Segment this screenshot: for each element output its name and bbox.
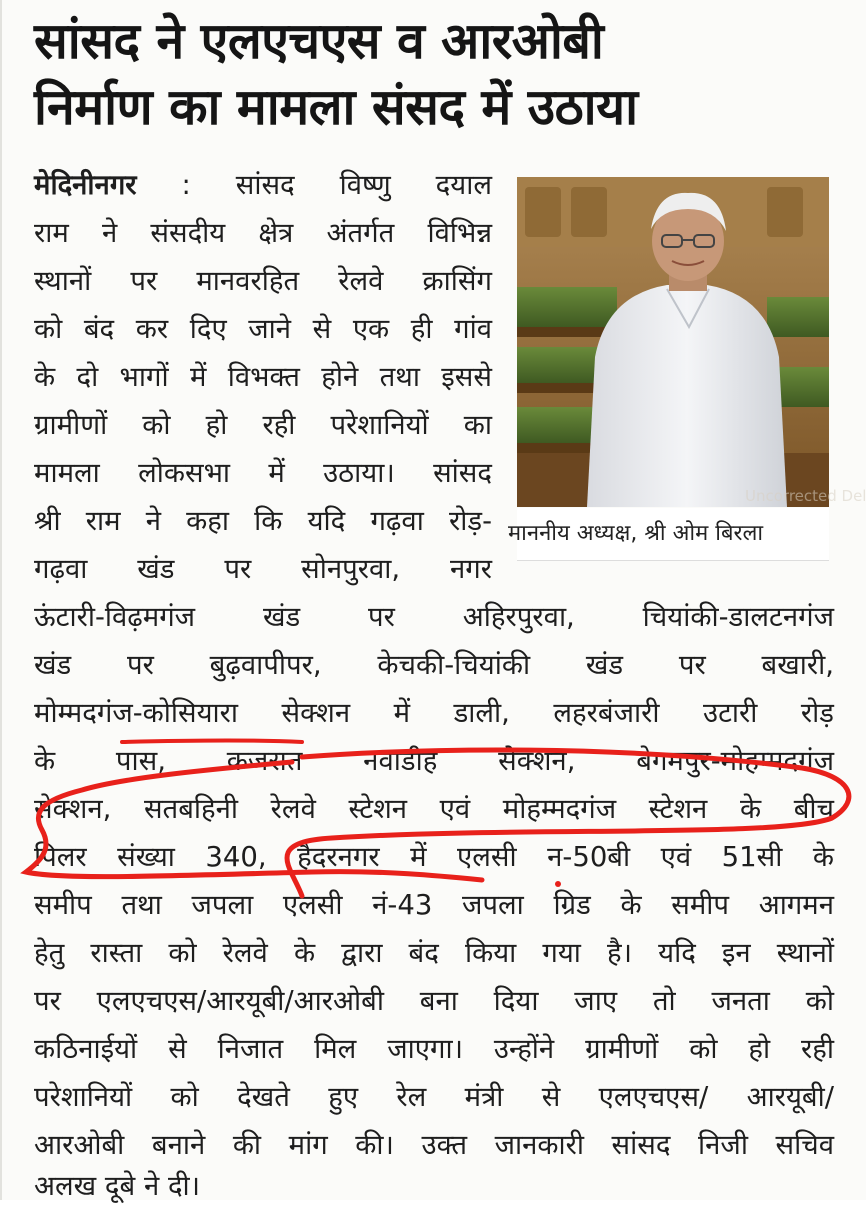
- body-line: के दो भागों में विभक्त होने तथा इससे: [34, 361, 492, 393]
- photo-caption-text: माननीय अध्यक्ष, श्री ओम बिरला: [508, 521, 764, 546]
- photo-watermark: Uncorrected Del: [745, 487, 866, 505]
- headline-line: सांसद ने एलएचएस व आरओबी: [34, 12, 604, 70]
- body-line: स्थानों पर मानवरहित रेलवे क्रासिंग: [34, 265, 492, 297]
- body-line: मामला लोकसभा में उठाया। सांसद: [34, 457, 492, 489]
- photo-caption: [508, 508, 829, 561]
- speaker-photo-art: [517, 177, 866, 507]
- body-line: समीप तथा जपला एलसी नं-43 जपला ग्रिड के समीप आगमन: [34, 889, 834, 921]
- body-line: कठिनाईयों से निजात मिल जाएगा। उन्होंने ग्रामीणों को हो रही: [34, 1033, 834, 1065]
- dateline-separator: :: [136, 169, 236, 201]
- speaker-photo: [517, 177, 866, 507]
- highlighted-line: पिलर संख्या 340, हैदरनगर में एलसी न-50बी एवं 51सी के: [34, 841, 834, 873]
- body-line: ऊंटारी-विढ़मगंज खंड पर अहिरपुरवा, चियांकी-डालटनगंज: [34, 601, 834, 633]
- body-line: [34, 161, 492, 209]
- headline: [34, 8, 854, 140]
- body-line: के पास, कजरात नवाडीह सेक्शन, बेगमपुर-मोहम्मदगंज: [34, 745, 834, 777]
- body-line: खंड पर बुढ़वापीपर, केचकी-चियांकी खंड पर बखारी,: [34, 649, 834, 681]
- body-line: को बंद कर दिए जाने से एक ही गांव: [34, 313, 492, 345]
- body-text: सांसद विष्णु दयाल: [235, 169, 493, 201]
- body-line: पर एलएचएस/आरयूबी/आरओबी बना दिया जाए तो जनता को: [34, 985, 834, 1017]
- body-line: हेतु रास्ता को रेलवे के द्वारा बंद किया गया है। यदि इन स्थानों: [34, 937, 834, 969]
- body-line: परेशानियों को देखते हुए रेल मंत्री से एलएचएस/ आरयूबी/: [34, 1081, 834, 1113]
- headline-line: निर्माण का मामला संसद में उठाया: [34, 78, 638, 136]
- body-line: मोम्मदगंज-कोसियारा सेक्शन में डाली, लहरबंजारी उटारी रोड़: [34, 697, 834, 729]
- body-line: अलख दूबे ने दी।: [34, 1170, 201, 1202]
- body-line: गढ़वा खंड पर सोनपुरवा, नगर: [34, 553, 492, 585]
- dateline: मेदिनीनगर: [34, 169, 137, 201]
- body-line: राम ने संसदीय क्षेत्र अंतर्गत विभिन्न: [34, 217, 492, 249]
- highlighted-line: सेक्शन, सतबहिनी रेलवे स्टेशन एवं मोहम्मदगंज स्टेशन के बीच: [34, 793, 834, 825]
- body-line: श्री राम ने कहा कि यदि गढ़वा रोड़-: [34, 505, 492, 537]
- body-line: ग्रामीणों को हो रही परेशानियों का: [34, 409, 492, 441]
- body-line: आरओबी बनाने की मांग की। उक्त जानकारी सांसद निजी सचिव: [34, 1129, 834, 1161]
